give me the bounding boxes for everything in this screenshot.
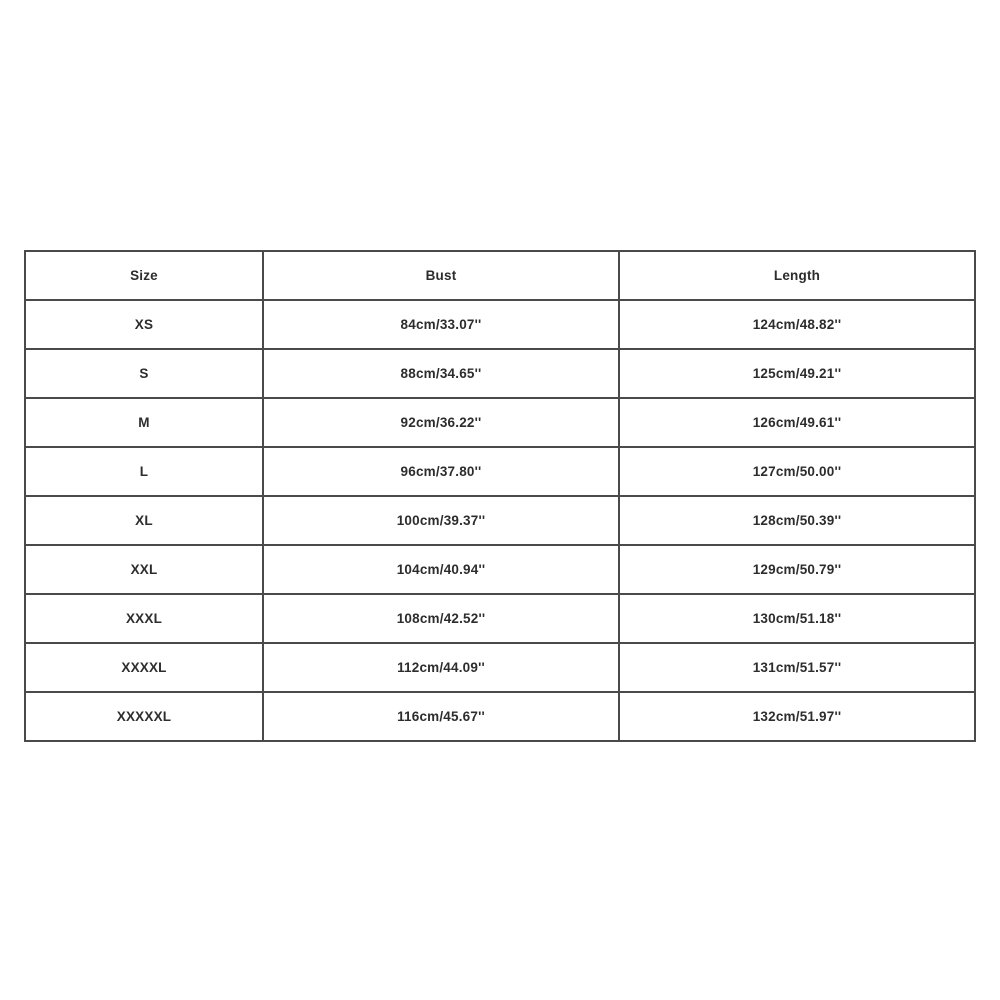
table-cell: 92cm/36.22'' (263, 398, 619, 447)
size-chart-table (24, 250, 976, 742)
header-cell-bust: Bust (263, 251, 619, 300)
table-row (25, 545, 975, 594)
table-row (25, 594, 975, 643)
table-cell: 126cm/49.61'' (619, 398, 975, 447)
table-cell: 127cm/50.00'' (619, 447, 975, 496)
table-cell: XS (25, 300, 263, 349)
table-cell: XXXXXL (25, 692, 263, 741)
table-row (25, 692, 975, 741)
table-cell: 131cm/51.57'' (619, 643, 975, 692)
table-cell: 108cm/42.52'' (263, 594, 619, 643)
table-cell: 129cm/50.79'' (619, 545, 975, 594)
table-cell: XL (25, 496, 263, 545)
table-cell: 84cm/33.07'' (263, 300, 619, 349)
table-cell: 104cm/40.94'' (263, 545, 619, 594)
table-cell: 88cm/34.65'' (263, 349, 619, 398)
table-cell: M (25, 398, 263, 447)
table-row (25, 447, 975, 496)
table-row (25, 300, 975, 349)
table-cell: XXL (25, 545, 263, 594)
header-row (25, 251, 975, 300)
table-body (25, 300, 975, 741)
header-cell-size: Size (25, 251, 263, 300)
table-cell: 128cm/50.39'' (619, 496, 975, 545)
table-cell: 132cm/51.97'' (619, 692, 975, 741)
table-row (25, 398, 975, 447)
table-cell: 116cm/45.67'' (263, 692, 619, 741)
table-row (25, 496, 975, 545)
table-cell: L (25, 447, 263, 496)
table-cell: 124cm/48.82'' (619, 300, 975, 349)
header-cell-length: Length (619, 251, 975, 300)
table-row (25, 643, 975, 692)
table-cell: 125cm/49.21'' (619, 349, 975, 398)
table-cell: 96cm/37.80'' (263, 447, 619, 496)
table-cell: S (25, 349, 263, 398)
table-cell: XXXL (25, 594, 263, 643)
table-cell: 130cm/51.18'' (619, 594, 975, 643)
table-row (25, 349, 975, 398)
table-cell: 100cm/39.37'' (263, 496, 619, 545)
table-cell: 112cm/44.09'' (263, 643, 619, 692)
table-cell: XXXXL (25, 643, 263, 692)
